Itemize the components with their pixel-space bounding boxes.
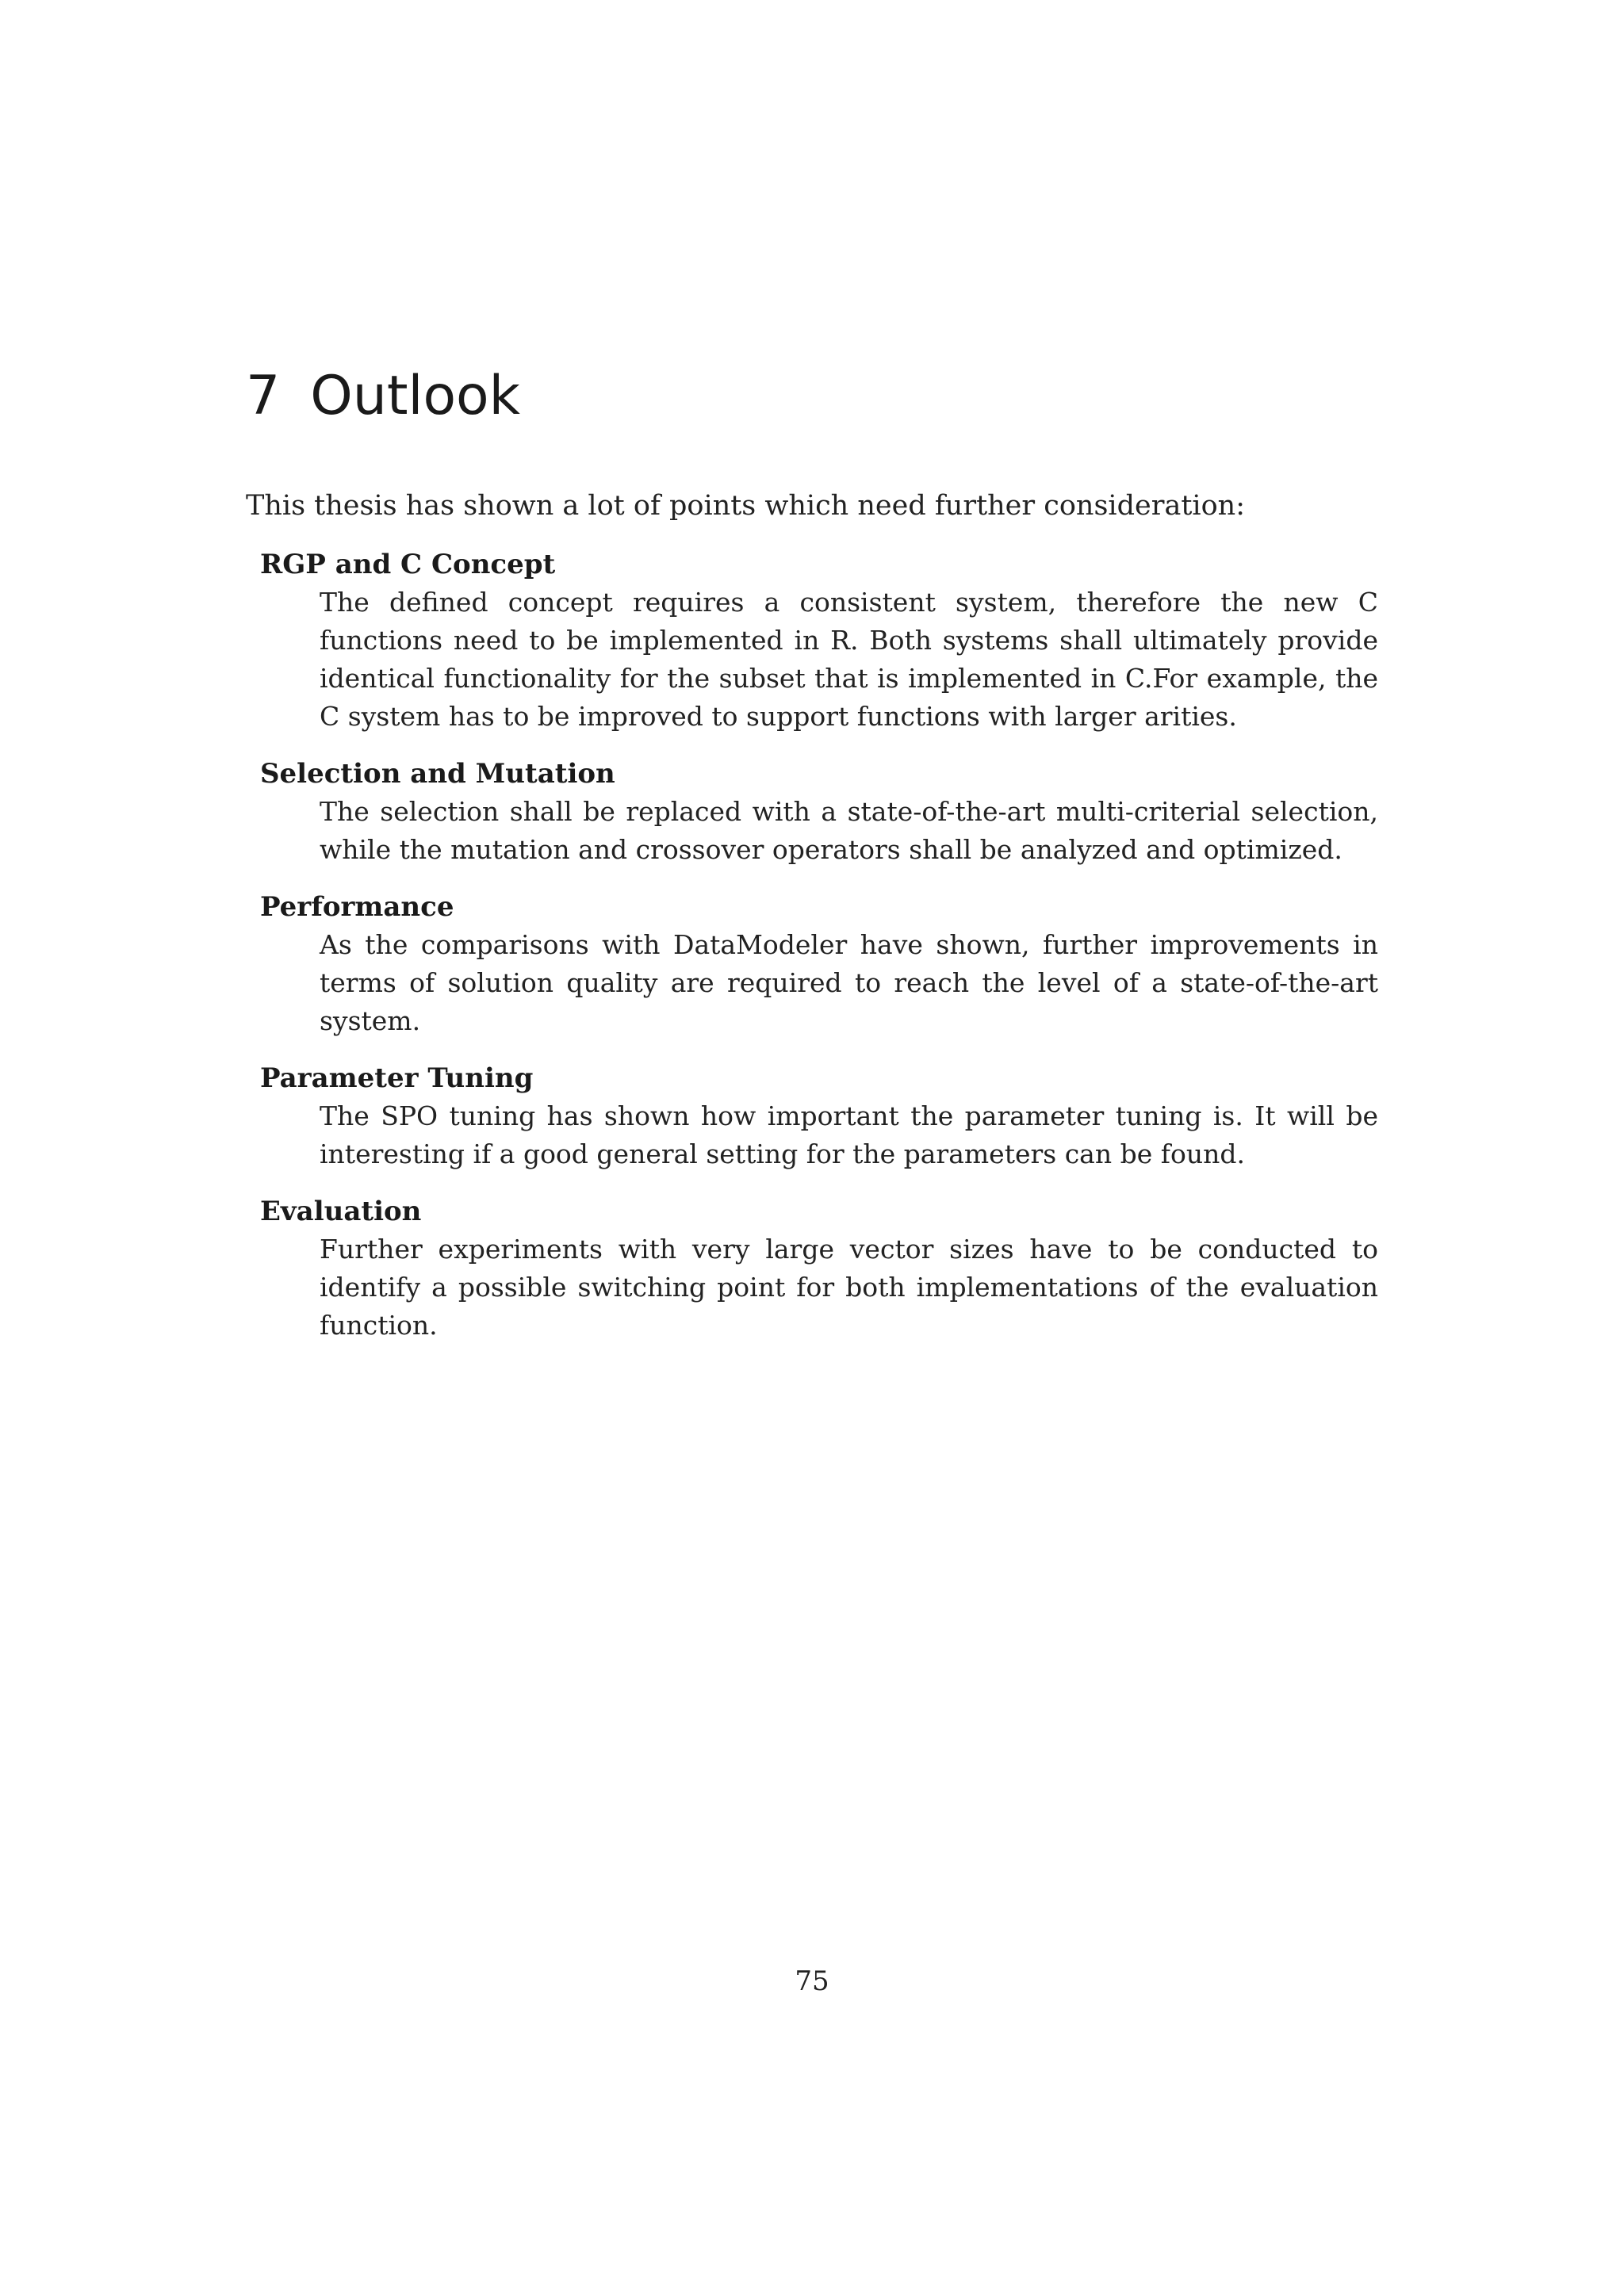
chapter-title-text: Outlook xyxy=(310,365,521,427)
item-title: RGP and C Concept xyxy=(260,549,556,580)
chapter-title xyxy=(246,361,520,432)
intro-paragraph: This thesis has shown a lot of points which need further consideration: xyxy=(246,490,1245,522)
item-description: The selection shall be replaced with a state-of-the-art multi-criterial selection, while the mutation and crossover operators shall be analyzed and optimized. xyxy=(320,796,1378,865)
item-title: Evaluation xyxy=(260,1196,422,1227)
item-description: As the comparisons with DataModeler have shown, further improvements in terms of solution quality are required to reach the level of a state-of-the-art system. xyxy=(320,929,1378,1036)
outlook-item-rgp-c-concept xyxy=(260,545,1389,736)
outlook-item-evaluation xyxy=(260,1192,1389,1345)
item-title: Parameter Tuning xyxy=(260,1062,534,1094)
item-description: Further experiments with very large vector sizes have to be conducted to identify a possible switching point for both implementations of the evaluation function. xyxy=(320,1234,1378,1341)
outlook-item-parameter-tuning xyxy=(260,1059,1389,1173)
item-title: Performance xyxy=(260,891,454,923)
chapter-number: 7 xyxy=(246,365,281,427)
outlook-item-performance xyxy=(260,888,1389,1040)
item-description: The SPO tuning has shown how important the parameter tuning is. It will be interesting if a good general setting for the parameters can be found. xyxy=(320,1100,1378,1169)
outlook-item-selection-mutation xyxy=(260,755,1389,869)
item-description: The defined concept requires a consistent system, therefore the new C functions need to be implemented in R. Both systems shall ultimately provide identical functionality for the subset that is implemented in C.For example, the C system has to be improved to support functions with larger arities. xyxy=(320,587,1378,732)
item-title: Selection and Mutation xyxy=(260,758,615,790)
outlook-list xyxy=(260,545,1389,1364)
page-number: 75 xyxy=(795,1965,829,1997)
